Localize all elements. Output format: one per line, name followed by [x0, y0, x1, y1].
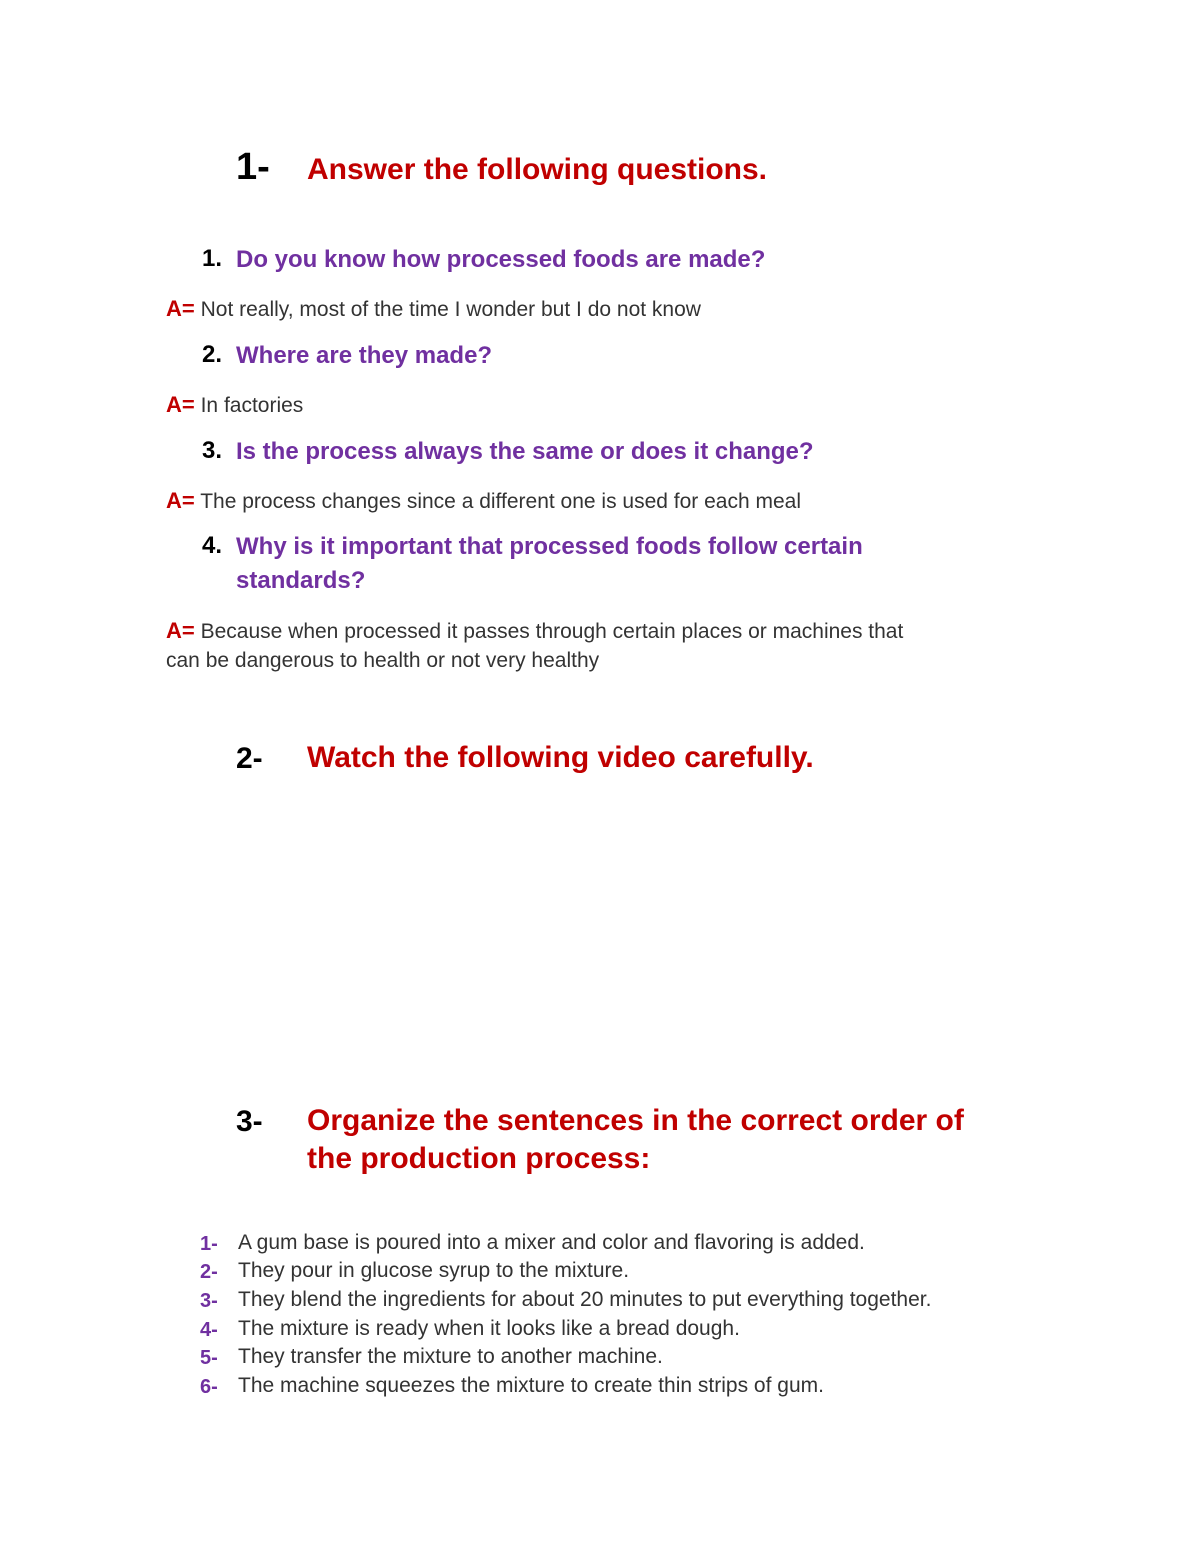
- question-3-number: 3.: [202, 437, 223, 464]
- section-1-title: Answer the following questions.: [307, 153, 768, 186]
- section-3-title-line-1: Organize the sentences in the correct order of: [307, 1104, 964, 1137]
- question-3-text: Is the process always the same or does it change?: [236, 438, 814, 465]
- step-2-number: 2-: [200, 1261, 218, 1283]
- answer-label: A=: [166, 296, 195, 321]
- section-1-number: 1-: [236, 146, 270, 188]
- section-3-number: 3-: [236, 1105, 263, 1138]
- answer-4-text-line-1: Because when processed it passes through certain places or machines that: [200, 620, 904, 643]
- question-4-text-line-1: Why is it important that processed foods follow certain: [236, 533, 863, 560]
- section-3-title-line-2: the production process:: [307, 1142, 651, 1175]
- question-4-number: 4.: [202, 532, 223, 559]
- answer-4: [166, 616, 903, 675]
- step-6-text: The machine squeezes the mixture to create thin strips of gum.: [238, 1374, 824, 1397]
- answer-1-text: Not really, most of the time I wonder but I do not know: [200, 298, 701, 321]
- answer-4-text-line-2: can be dangerous to health or not very healthy: [166, 649, 600, 672]
- question-4-text: [236, 530, 863, 598]
- question-1-text: Do you know how processed foods are made?: [236, 246, 766, 273]
- step-1-number: 1-: [200, 1233, 218, 1255]
- step-4-number: 4-: [200, 1319, 218, 1341]
- question-4-text-line-2: standards?: [236, 567, 366, 594]
- section-2-number: 2-: [236, 742, 263, 775]
- step-1-text: A gum base is poured into a mixer and color and flavoring is added.: [238, 1231, 865, 1254]
- question-2-text: Where are they made?: [236, 342, 493, 369]
- answer-3: [166, 486, 801, 516]
- answer-3-text: The process changes since a different one is used for each meal: [200, 490, 802, 513]
- step-6-number: 6-: [200, 1376, 218, 1398]
- answer-label: A=: [166, 392, 195, 417]
- step-3-text: They blend the ingredients for about 20 minutes to put everything together.: [238, 1288, 932, 1311]
- step-2-text: They pour in glucose syrup to the mixture.: [238, 1259, 630, 1282]
- section-3-title: [307, 1102, 964, 1178]
- answer-1: [166, 294, 701, 324]
- answer-2: [166, 390, 303, 420]
- step-4-text: The mixture is ready when it looks like a bread dough.: [238, 1317, 740, 1340]
- step-5-number: 5-: [200, 1347, 218, 1369]
- answer-label: A=: [166, 618, 195, 643]
- question-1-number: 1.: [202, 245, 223, 272]
- question-2-number: 2.: [202, 341, 223, 368]
- section-2-title: Watch the following video carefully.: [307, 741, 814, 774]
- answer-label: A=: [166, 488, 195, 513]
- answer-2-text: In factories: [200, 394, 304, 417]
- step-5-text: They transfer the mixture to another machine.: [238, 1345, 663, 1368]
- step-3-number: 3-: [200, 1290, 218, 1312]
